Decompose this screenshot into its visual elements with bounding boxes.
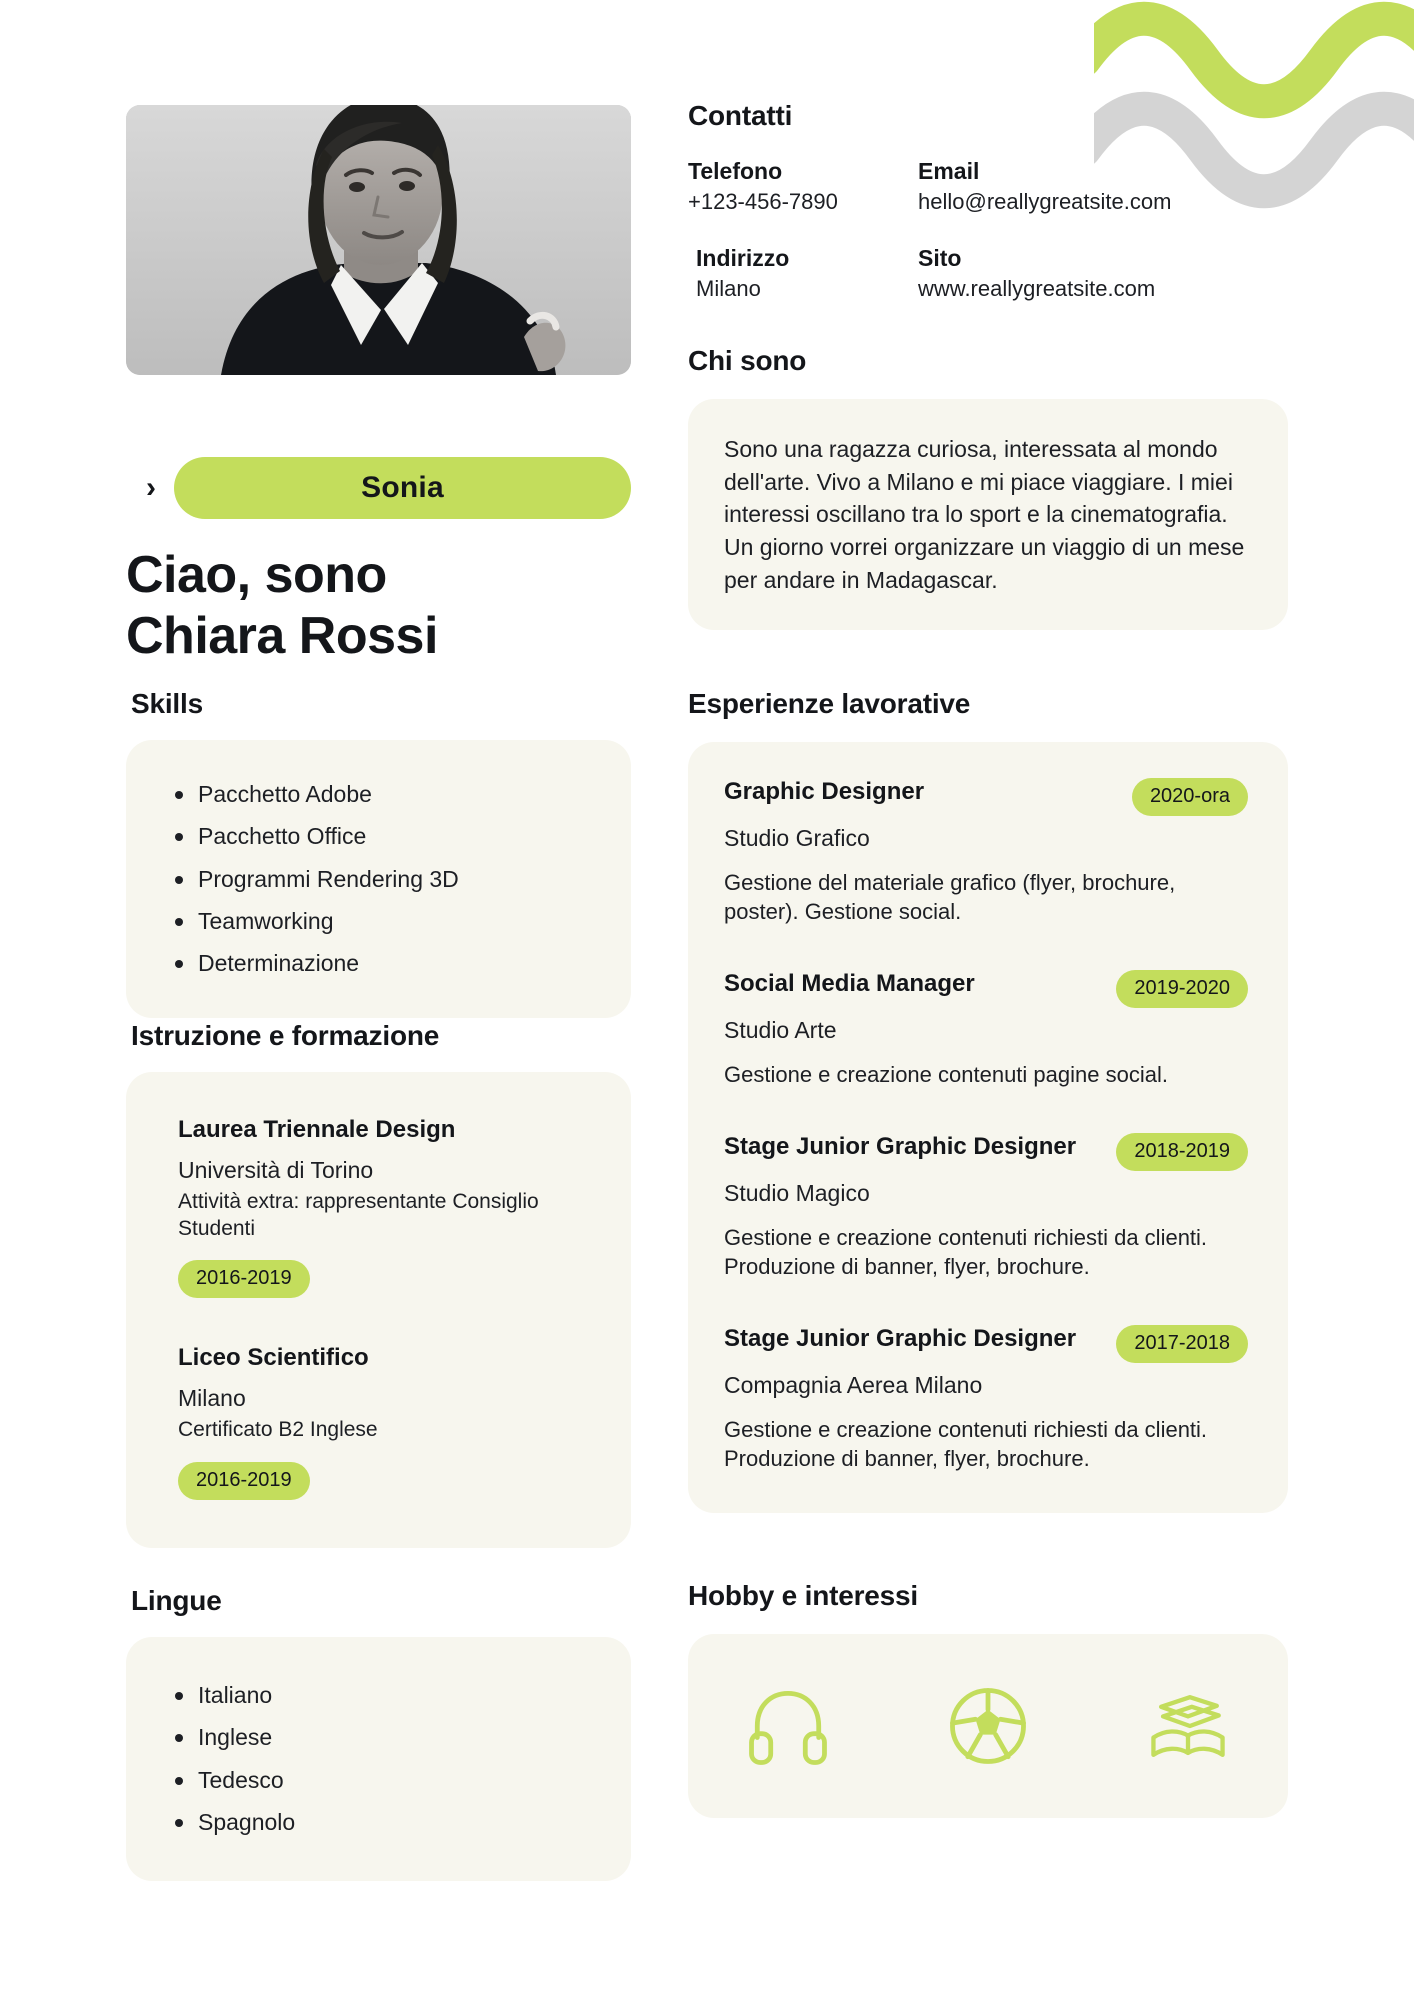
languages-heading: Lingue [131, 1585, 222, 1616]
greeting-line-2: Chiara Rossi [126, 607, 438, 666]
experience-date-badge: 2018-2019 [1116, 1133, 1248, 1171]
list-item: Italiano [164, 1683, 591, 1708]
list-item: Pacchetto Adobe [164, 782, 591, 807]
experience-desc: Gestione e creazione contenuti richiesti da clienti. Produzione di banner, flyer, brochure. [724, 1417, 1208, 1472]
education-entry [178, 1116, 595, 1298]
experience-role: Graphic Designer [724, 778, 925, 805]
education-entry [178, 1344, 595, 1500]
contact-label: Telefono [688, 158, 783, 184]
books-icon [1140, 1678, 1236, 1774]
experience-entry [724, 1325, 1248, 1473]
contact-label: Sito [918, 245, 962, 271]
contacts-section [688, 100, 1288, 302]
skills-heading: Skills [131, 688, 203, 719]
list-item: Tedesco [164, 1768, 591, 1793]
headphones-icon [740, 1678, 836, 1774]
list-item: Determinazione [164, 951, 591, 976]
profile-photo [126, 105, 631, 375]
list-item: Teamworking [164, 909, 591, 934]
education-title: Liceo Scientifico [178, 1343, 369, 1371]
education-date-badge: 2016-2019 [178, 1462, 310, 1500]
languages-card [126, 1637, 631, 1881]
education-heading: Istruzione e formazione [131, 1020, 440, 1051]
nickname-pill: Sonia [174, 457, 631, 519]
experience-card [688, 742, 1288, 1513]
experience-date-badge: 2019-2020 [1116, 970, 1248, 1008]
education-section [126, 1020, 631, 1548]
education-detail: Certificato B2 Inglese [178, 1418, 378, 1442]
contact-label: Email [918, 158, 980, 184]
experience-org: Compagnia Aerea Milano [724, 1372, 983, 1399]
page-title [126, 545, 631, 668]
experience-date-badge: 2020-ora [1132, 778, 1248, 816]
education-title: Laurea Triennale Design [178, 1116, 456, 1143]
experience-desc: Gestione del materiale grafico (flyer, brochure, poster). Gestione social. [724, 870, 1176, 925]
contact-value[interactable]: hello@reallygreatsite.com [918, 189, 1172, 214]
about-heading: Chi sono [688, 345, 807, 376]
hobbies-heading: Hobby e interessi [688, 1580, 919, 1611]
experience-org: Studio Grafico [724, 825, 870, 851]
contact-phone [688, 158, 918, 215]
contact-value[interactable]: www.reallygreatsite.com [918, 276, 1156, 301]
contacts-grid [688, 158, 1288, 302]
list-item: Inglese [164, 1725, 591, 1750]
experience-role: Social Media Manager [724, 970, 975, 998]
about-card [688, 399, 1288, 630]
skills-section [126, 688, 631, 1018]
list-item: Pacchetto Office [164, 824, 591, 849]
about-text: Sono una ragazza curiosa, interessata al mondo dell'arte. Vivo a Milano e mi piace viaggiare. I miei interessi oscillano tra lo sport e la cinematografia. Un giorno vorrei organizzare un viaggio di un mese per andare in Madagascar. [724, 436, 1245, 593]
contact-value: Milano [696, 276, 761, 301]
contact-label: Indirizzo [696, 245, 790, 271]
greeting-line-1: Ciao, sono [126, 546, 387, 604]
education-date-badge: 2016-2019 [178, 1260, 310, 1298]
contacts-heading: Contatti [688, 100, 793, 131]
experience-role: Stage Junior Graphic Designer [724, 1133, 1077, 1161]
education-institution: Milano [178, 1384, 246, 1411]
experience-desc: Gestione e creazione contenuti pagine social. [724, 1062, 1168, 1088]
experience-section [688, 688, 1288, 1513]
contact-email[interactable] [918, 158, 1288, 215]
education-card [126, 1072, 631, 1548]
list-item: Spagnolo [164, 1810, 591, 1835]
about-section [688, 345, 1288, 630]
skills-card [126, 740, 631, 1018]
name-block [126, 415, 631, 668]
list-item: Programmi Rendering 3D [164, 867, 591, 892]
contact-website[interactable] [918, 245, 1288, 302]
education-detail: Attività extra: rappresentante Consiglio Studenti [178, 1190, 539, 1240]
experience-desc: Gestione e creazione contenuti richiesti da clienti. Produzione di banner, flyer, brochure. [724, 1225, 1208, 1280]
hobbies-card [688, 1634, 1288, 1818]
experience-heading: Esperienze lavorative [688, 688, 971, 719]
languages-section [126, 1585, 631, 1881]
contact-value: +123-456-7890 [688, 189, 838, 214]
experience-role: Stage Junior Graphic Designer [724, 1325, 1077, 1353]
experience-date-badge: 2017-2018 [1116, 1325, 1248, 1363]
languages-list [164, 1683, 591, 1835]
hobbies-section [688, 1580, 1288, 1818]
experience-org: Studio Arte [724, 1017, 837, 1044]
experience-entry [724, 1133, 1248, 1281]
experience-entry [724, 778, 1248, 926]
contact-address [688, 245, 918, 302]
skills-list [164, 782, 591, 976]
experience-entry [724, 970, 1248, 1089]
experience-org: Studio Magico [724, 1180, 870, 1207]
chevron-right-icon: › [146, 471, 156, 504]
education-institution: Università di Torino [178, 1157, 374, 1183]
soccer-ball-icon [940, 1678, 1036, 1774]
